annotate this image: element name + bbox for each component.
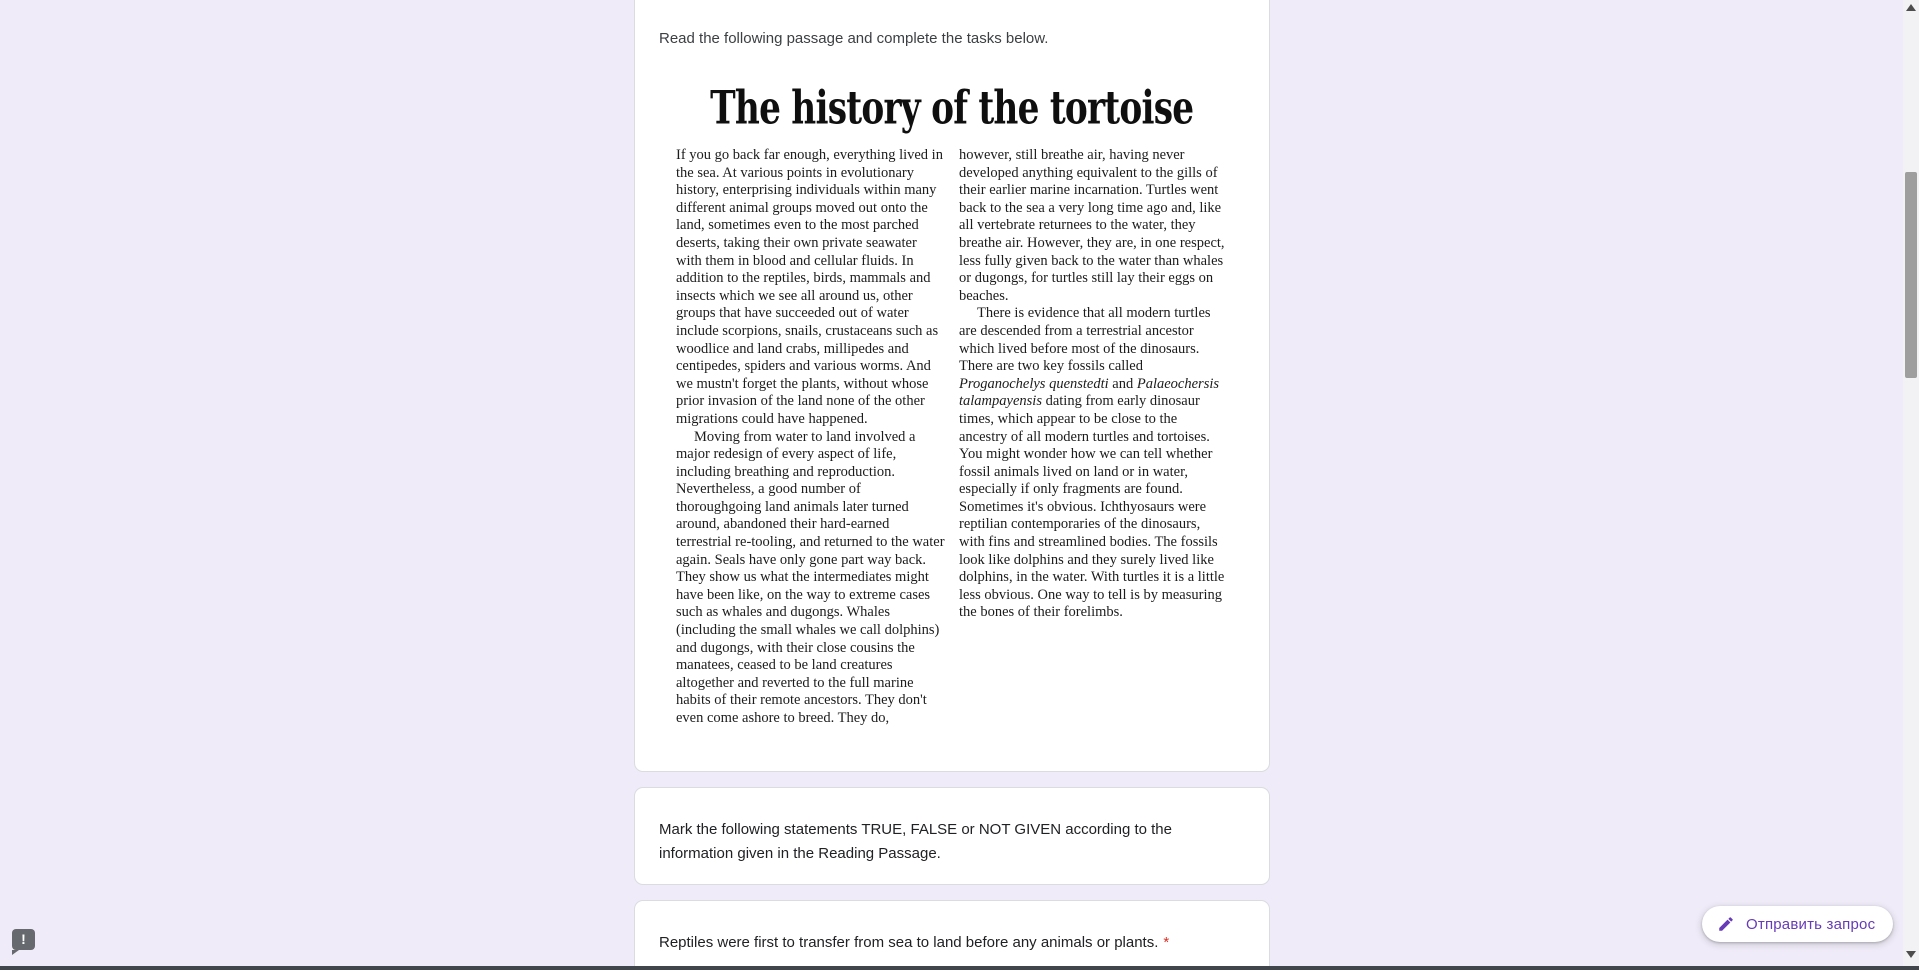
vertical-scrollbar-track[interactable] bbox=[1903, 0, 1919, 966]
reading-passage-image bbox=[635, 81, 1269, 729]
passage-columns bbox=[676, 147, 1228, 729]
passage-paragraph-3: There is evidence that all modern turtles are descended from a terrestrial ancestor which lived before most of the dinosaurs. There are two key fossils called Proganochelys quenstedti and Palaeochersis talampayensis dating from early dinosaur times, which appear to be close to the ancestry of all modern turtles and tortoises. You might wonder how we can tell whether fossil animals lived on land or in water, especially if only fragments are found. Sometimes it's obvious. Ichthyosaurs were reptilian contemporaries of the dinosaurs, with fins and streamlined bodies. The fossils look like dolphins and they surely lived like dolphins, in the water. With turtles it is a little less obvious. One way to tell is by measuring the bones of their forelimbs. bbox=[959, 305, 1225, 621]
scroll-up-arrow-icon[interactable] bbox=[1906, 4, 1916, 11]
question-text bbox=[635, 901, 1269, 970]
passage-paragraph-2: Moving from water to land involved a major redesign of every aspect of life, including breathing and reproduction. Nevertheless, a good number of thoroughgoing land animals later turned around, abandoned their hard-earned terrestrial re-tooling, and returned to the water again. Seals have only gone part way back. They show us what the intermediates might have been like, on the way to extreme cases such as whales and dugongs. Whales (including the small whales we call dolphins) and dugongs, with their close cousins the manatees, ceased to be land creatures altogether and reverted to the full marine habits of their remote ancestors. They don't even come ashore to breed. They do, however, still breathe air, having never developed anything equivalent to the gills of their earlier marine incarnation. Turtles went back to the sea a very long time ago and, like all vertebrate returnees to the water, they breathe air. However, they are, in one respect, less fully given back to the water than whales or dugongs, for turtles still lay their eggs on beaches. bbox=[676, 147, 1225, 726]
passage-card-description: Read the following passage and complete the tasks below. bbox=[659, 30, 1049, 47]
question-card bbox=[634, 900, 1270, 970]
pencil-icon bbox=[1717, 915, 1735, 933]
vertical-scrollbar-thumb[interactable] bbox=[1905, 172, 1917, 378]
instruction-text: Mark the following statements TRUE, FALSE or NOT GIVEN according to the information given in the Reading Passage. bbox=[659, 821, 1172, 862]
instruction-card bbox=[634, 787, 1270, 885]
report-issue-icon[interactable]: ! bbox=[12, 929, 35, 950]
passage-paragraph-1: If you go back far enough, everything lived in the sea. At various points in evolutionary history, enterprising individuals within many different animal groups moved out onto the land, sometimes even to the most parched deserts, taking their own private seawater with them in blood and cellular fluids. In addition to the reptiles, birds, mammals and insects which we see all around us, other groups that have succeeded out of water include scorpions, snails, crustaceans such as woodlice and land crabs, millipedes and centipedes, spiders and various worms. And we mustn't forget the plants, without whose prior invasion of the land none of the other migrations could have happened. bbox=[676, 147, 943, 427]
required-asterisk: * bbox=[1163, 934, 1170, 951]
question-statement: Reptiles were first to transfer from sea to land before any animals or plants. bbox=[659, 934, 1159, 951]
scroll-down-arrow-icon[interactable] bbox=[1906, 951, 1916, 958]
send-request-label: Отправить запрос bbox=[1746, 915, 1876, 933]
bottom-window-edge bbox=[0, 966, 1919, 970]
passage-card bbox=[634, 0, 1270, 772]
send-request-button[interactable] bbox=[1702, 906, 1893, 942]
passage-title: The history of the tortoise bbox=[710, 81, 1194, 136]
